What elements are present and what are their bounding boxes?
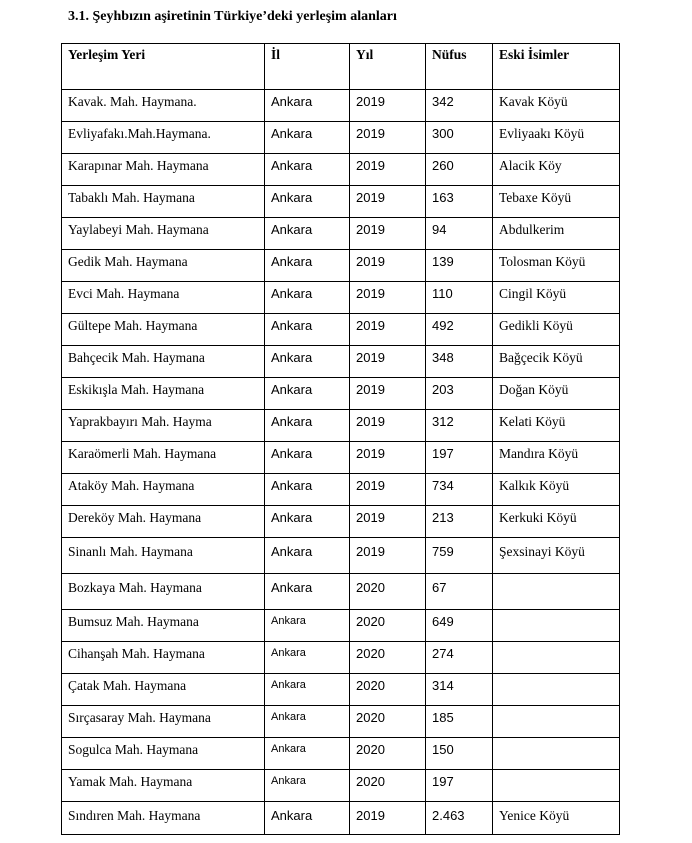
- cell-year: 2019: [350, 122, 426, 154]
- table-row: [62, 802, 620, 835]
- cell-il: Ankara: [265, 378, 350, 410]
- table-row: [62, 250, 620, 282]
- cell-il: Ankara: [265, 282, 350, 314]
- cell-il: Ankara: [265, 474, 350, 506]
- table-row: [62, 154, 620, 186]
- header-place: Yerleşim Yeri: [62, 44, 265, 90]
- cell-place: Sırçasaray Mah. Haymana: [62, 706, 265, 738]
- cell-population: 139: [426, 250, 493, 282]
- table-row: [62, 90, 620, 122]
- cell-il: Ankara: [265, 250, 350, 282]
- table-row: [62, 186, 620, 218]
- cell-old-name: [493, 738, 620, 770]
- cell-place: Yaylabeyi Mah. Haymana: [62, 218, 265, 250]
- cell-old-name: Kavak Köyü: [493, 90, 620, 122]
- cell-il: Ankara: [265, 802, 350, 835]
- cell-il: Ankara: [265, 442, 350, 474]
- cell-population: 759: [426, 538, 493, 574]
- cell-year: 2019: [350, 802, 426, 835]
- cell-population: 492: [426, 314, 493, 346]
- table-row: [62, 538, 620, 574]
- cell-old-name: Yenice Köyü: [493, 802, 620, 835]
- cell-population: 649: [426, 610, 493, 642]
- cell-population: 203: [426, 378, 493, 410]
- cell-old-name: Abdulkerim: [493, 218, 620, 250]
- cell-place: Bozkaya Mah. Haymana: [62, 574, 265, 610]
- table-row: [62, 770, 620, 802]
- table-row: [62, 122, 620, 154]
- cell-il: Ankara: [265, 154, 350, 186]
- cell-old-name: Kelati Köyü: [493, 410, 620, 442]
- cell-place: Gedik Mah. Haymana: [62, 250, 265, 282]
- cell-old-name: Cingil Köyü: [493, 282, 620, 314]
- cell-place: Sındıren Mah. Haymana: [62, 802, 265, 835]
- cell-population: 67: [426, 574, 493, 610]
- cell-population: 260: [426, 154, 493, 186]
- cell-il: Ankara: [265, 122, 350, 154]
- header-old-names: Eski İsimler: [493, 44, 620, 90]
- cell-old-name: Doğan Köyü: [493, 378, 620, 410]
- table-row: [62, 442, 620, 474]
- table-row: [62, 506, 620, 538]
- cell-year: 2019: [350, 538, 426, 574]
- cell-year: 2020: [350, 674, 426, 706]
- header-il: İl: [265, 44, 350, 90]
- cell-il: Ankara: [265, 314, 350, 346]
- table-row: [62, 282, 620, 314]
- table-row: [62, 738, 620, 770]
- cell-year: 2020: [350, 706, 426, 738]
- table-body: [62, 90, 620, 835]
- cell-old-name: Alacik Köy: [493, 154, 620, 186]
- cell-year: 2019: [350, 314, 426, 346]
- table-row: [62, 706, 620, 738]
- cell-year: 2019: [350, 346, 426, 378]
- table-row: [62, 642, 620, 674]
- cell-population: 150: [426, 738, 493, 770]
- table-row: [62, 346, 620, 378]
- cell-place: Karapınar Mah. Haymana: [62, 154, 265, 186]
- cell-il: Ankara: [265, 642, 350, 674]
- cell-population: 2.463: [426, 802, 493, 835]
- cell-old-name: Tolosman Köyü: [493, 250, 620, 282]
- cell-population: 197: [426, 442, 493, 474]
- cell-place: Bahçecik Mah. Haymana: [62, 346, 265, 378]
- cell-population: 314: [426, 674, 493, 706]
- cell-year: 2019: [350, 154, 426, 186]
- cell-place: Kavak. Mah. Haymana.: [62, 90, 265, 122]
- cell-place: Tabaklı Mah. Haymana: [62, 186, 265, 218]
- cell-old-name: Kalkık Köyü: [493, 474, 620, 506]
- cell-old-name: Şexsinayi Köyü: [493, 538, 620, 574]
- cell-year: 2020: [350, 642, 426, 674]
- cell-year: 2019: [350, 282, 426, 314]
- section-heading: 3.1. Şeyhbızın aşiretinin Türkiye’deki yerleşim alanları: [68, 9, 397, 24]
- cell-population: 94: [426, 218, 493, 250]
- cell-place: Sogulca Mah. Haymana: [62, 738, 265, 770]
- cell-year: 2019: [350, 90, 426, 122]
- cell-old-name: Evliyaakı Köyü: [493, 122, 620, 154]
- cell-year: 2019: [350, 250, 426, 282]
- cell-population: 348: [426, 346, 493, 378]
- cell-il: Ankara: [265, 346, 350, 378]
- header-population: Nüfus: [426, 44, 493, 90]
- cell-population: 300: [426, 122, 493, 154]
- cell-place: Karaömerli Mah. Haymana: [62, 442, 265, 474]
- cell-il: Ankara: [265, 610, 350, 642]
- cell-il: Ankara: [265, 410, 350, 442]
- cell-year: 2019: [350, 186, 426, 218]
- cell-place: Bumsuz Mah. Haymana: [62, 610, 265, 642]
- cell-year: 2019: [350, 474, 426, 506]
- cell-population: 342: [426, 90, 493, 122]
- table-row: [62, 314, 620, 346]
- cell-old-name: [493, 770, 620, 802]
- cell-population: 163: [426, 186, 493, 218]
- cell-place: Evliyafakı.Mah.Haymana.: [62, 122, 265, 154]
- cell-il: Ankara: [265, 90, 350, 122]
- cell-population: 274: [426, 642, 493, 674]
- cell-population: 197: [426, 770, 493, 802]
- cell-place: Sinanlı Mah. Haymana: [62, 538, 265, 574]
- cell-year: 2020: [350, 770, 426, 802]
- cell-year: 2019: [350, 410, 426, 442]
- cell-old-name: [493, 642, 620, 674]
- cell-year: 2020: [350, 610, 426, 642]
- table-row: [62, 218, 620, 250]
- cell-il: Ankara: [265, 674, 350, 706]
- cell-year: 2019: [350, 218, 426, 250]
- cell-place: Evci Mah. Haymana: [62, 282, 265, 314]
- cell-place: Yamak Mah. Haymana: [62, 770, 265, 802]
- cell-place: Dereköy Mah. Haymana: [62, 506, 265, 538]
- cell-place: Ataköy Mah. Haymana: [62, 474, 265, 506]
- cell-il: Ankara: [265, 186, 350, 218]
- cell-old-name: Tebaxe Köyü: [493, 186, 620, 218]
- table-row: [62, 474, 620, 506]
- cell-il: Ankara: [265, 218, 350, 250]
- cell-old-name: [493, 674, 620, 706]
- cell-old-name: [493, 706, 620, 738]
- cell-il: Ankara: [265, 706, 350, 738]
- cell-place: Eskikışla Mah. Haymana: [62, 378, 265, 410]
- cell-population: 213: [426, 506, 493, 538]
- cell-place: Cihanşah Mah. Haymana: [62, 642, 265, 674]
- cell-population: 110: [426, 282, 493, 314]
- table-header-row: [62, 44, 620, 90]
- cell-place: Çatak Mah. Haymana: [62, 674, 265, 706]
- table-row: [62, 378, 620, 410]
- cell-old-name: Mandıra Köyü: [493, 442, 620, 474]
- table-row: [62, 574, 620, 610]
- cell-population: 185: [426, 706, 493, 738]
- cell-il: Ankara: [265, 770, 350, 802]
- cell-il: Ankara: [265, 574, 350, 610]
- cell-year: 2020: [350, 574, 426, 610]
- cell-old-name: [493, 610, 620, 642]
- cell-old-name: Kerkuki Köyü: [493, 506, 620, 538]
- cell-place: Gültepe Mah. Haymana: [62, 314, 265, 346]
- settlement-table: [61, 43, 620, 835]
- table-row: [62, 610, 620, 642]
- cell-old-name: [493, 574, 620, 610]
- header-year: Yıl: [350, 44, 426, 90]
- cell-old-name: Gedikli Köyü: [493, 314, 620, 346]
- cell-year: 2019: [350, 442, 426, 474]
- cell-year: 2019: [350, 378, 426, 410]
- cell-year: 2020: [350, 738, 426, 770]
- cell-il: Ankara: [265, 506, 350, 538]
- cell-year: 2019: [350, 506, 426, 538]
- cell-population: 734: [426, 474, 493, 506]
- cell-il: Ankara: [265, 738, 350, 770]
- cell-il: Ankara: [265, 538, 350, 574]
- cell-old-name: Bağçecik Köyü: [493, 346, 620, 378]
- cell-population: 312: [426, 410, 493, 442]
- table-row: [62, 674, 620, 706]
- table-row: [62, 410, 620, 442]
- cell-place: Yaprakbayırı Mah. Hayma: [62, 410, 265, 442]
